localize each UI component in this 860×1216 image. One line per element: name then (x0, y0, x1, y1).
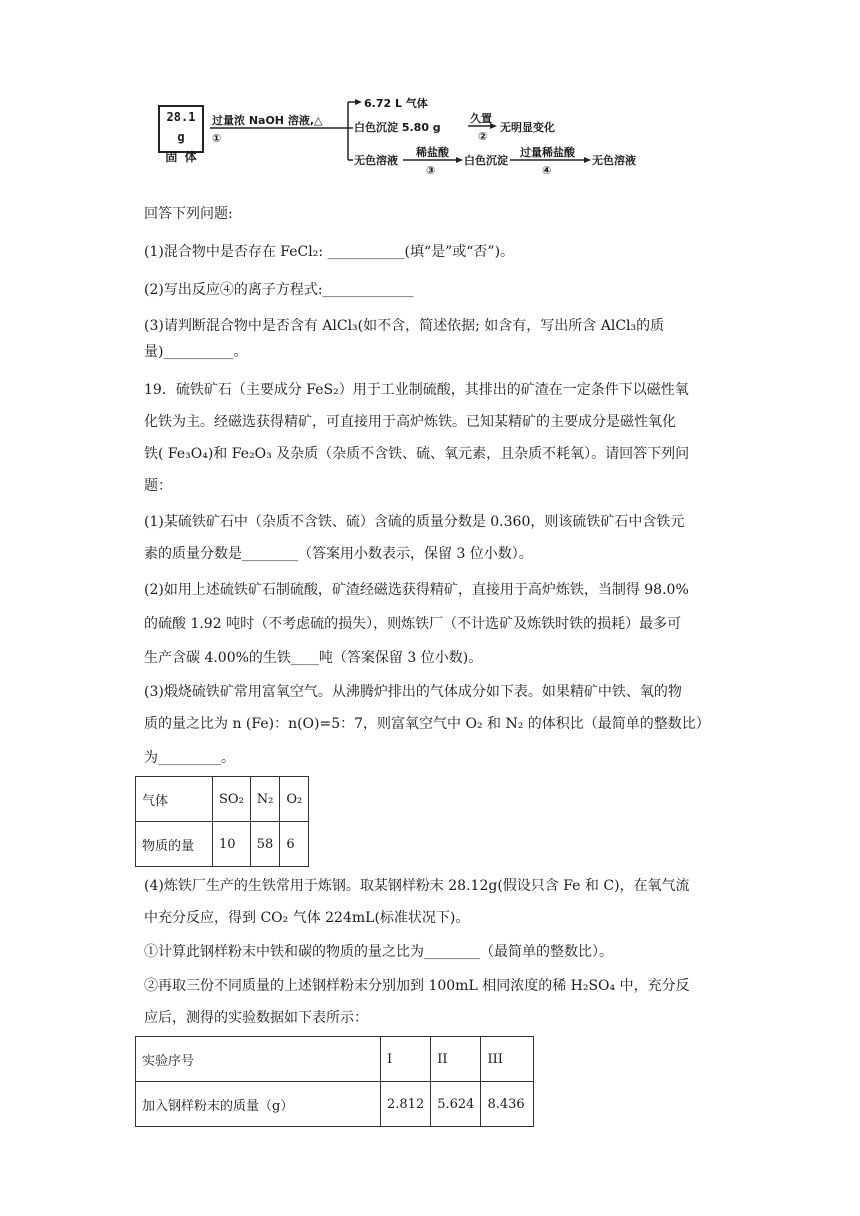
question-intro: 回答下列问题: (144, 206, 233, 222)
sub-question-4-line2: 中充分反应，得到 CO₂ 气体 224mL(标准状况下)。 (144, 910, 470, 926)
sub-question-1-line1: (1)某硫铁矿石中（杂质不含铁、硫）含硫的质量分数是 0.360，则该硫铁矿石中含铁元 (144, 514, 685, 530)
no-change-label: 无明显变化 (500, 121, 555, 134)
question-3-line1: (3)请判断混合物中是否含有 AlCl₃(如不含，简述依据; 如含有，写出所含 AlCl₃的质 (144, 318, 665, 334)
sub-question-2-line1: (2)如用上述硫铁矿石制硫酸，矿渣经磁选获得精矿，直接用于高炉炼铁，当制得 98.0% (144, 582, 689, 598)
table-cell: III (481, 1037, 534, 1082)
table-cell: N₂ (250, 777, 280, 822)
solid-label: 固 体 (165, 150, 197, 164)
excess-hcl-label: 过量稀盐酸 (520, 146, 575, 159)
sub-question-2-line3: 生产含碳 4.00%的生铁____吨（答案保留 3 位小数)。 (144, 650, 483, 666)
table-cell: 实验序号 (136, 1037, 381, 1082)
sub-question-1-line2: 素的质量分数是________（答案用小数表示，保留 3 位小数）。 (144, 546, 533, 562)
experiment-data-table (135, 1036, 534, 1127)
colorless-solution-label: 无色溶液 (354, 154, 398, 167)
table-cell: I (381, 1037, 431, 1082)
gas-label: 6.72 L 气体 (364, 97, 428, 110)
step1-number: ① (212, 132, 222, 145)
table-cell: 5.624 (431, 1082, 481, 1127)
sub-question-4-line3: ①计算此钢样粉末中铁和碳的物质的量之比为________（最简单的整数比）。 (144, 944, 613, 960)
table-cell: O₂ (280, 777, 309, 822)
sub-question-2-line2: 的硫酸 1.92 吨时（不考虑硫的损失），则炼铁厂（不计选矿及炼铁时铁的损耗）最多可 (144, 616, 682, 632)
step4-number: ④ (542, 164, 552, 177)
colorless-solution2-label: 无色溶液 (592, 154, 636, 167)
problem-19-line1: 19．硫铁矿石（主要成分 FeS₂）用于工业制硫酸，其排出的矿渣在一定条件下以磁性氧 (144, 382, 689, 398)
step3-number: ③ (426, 164, 436, 177)
problem-19-line4: 题： (144, 478, 172, 494)
table-row (136, 1082, 534, 1127)
table-cell: 6 (280, 822, 309, 867)
table-cell: 加入钢样粉末的质量（g） (136, 1082, 381, 1127)
problem-19-line2: 化铁为主。经磁选获得精矿，可直接用于高炉炼铁。已知某精矿的主要成分是磁性氧化 (144, 414, 676, 430)
sub-question-3-line2: 质的量之比为 n (Fe)：n(O)=5：7，则富氧空气中 O₂ 和 N₂ 的体积比（最简单的整数比） (144, 716, 710, 732)
table-cell: 2.812 (381, 1082, 431, 1127)
white-precipitate2-label: 白色沉淀 (464, 154, 508, 167)
table-cell: 10 (213, 822, 251, 867)
sub-question-4-line4: ②再取三份不同质量的上述钢样粉末分别加到 100mL 相同浓度的稀 H₂SO₄ 中，充分反 (144, 978, 690, 994)
gas-composition-table (135, 776, 309, 867)
question-2: (2)写出反应④的离子方程式:_____________ (144, 282, 414, 298)
question-1: (1)混合物中是否存在 FeCl₂: ___________(填“是”或“否”)。 (144, 244, 515, 260)
solid-box (158, 105, 204, 164)
table-cell: SO₂ (213, 777, 251, 822)
step1-label: 过量浓 NaOH 溶液,△ (212, 114, 323, 127)
sub-question-4-line5: 应后，测得的实验数据如下表所示： (144, 1010, 368, 1026)
table-cell: 58 (250, 822, 280, 867)
long-time-label: 久置 (470, 112, 492, 125)
table-row (136, 822, 309, 867)
table-cell: 物质的量 (136, 822, 213, 867)
sub-question-4-line1: (4)炼铁厂生产的生铁常用于炼钢。取某钢样粉末 28.12g(假设只含 Fe 和 C)，在氧气流 (144, 878, 690, 894)
problem-19-line3: 铁( Fe₃O₄)和 Fe₂O₃ 及杂质（杂质不含铁、硫、氧元素，且杂质不耗氧）。请回答下列问 (144, 446, 690, 462)
sub-question-3-line3: 为_________。 (144, 750, 235, 766)
table-row (136, 777, 309, 822)
white-precipitate-label: 白色沉淀 5.80 g (354, 121, 441, 134)
table-cell: 8.436 (481, 1082, 534, 1127)
reaction-flow-diagram (150, 90, 670, 180)
step2-number: ② (478, 130, 488, 143)
table-cell: II (431, 1037, 481, 1082)
question-3-line2: 量)__________。 (144, 344, 248, 360)
table-row (136, 1037, 534, 1082)
table-cell: 气体 (136, 777, 213, 822)
dilute-hcl-label: 稀盐酸 (416, 146, 449, 159)
solid-mass: 28.1 g (166, 110, 196, 144)
sub-question-3-line1: (3)煅烧硫铁矿常用富氧空气。从沸腾炉排出的气体成分如下表。如果精矿中铁、氧的物 (144, 684, 682, 700)
